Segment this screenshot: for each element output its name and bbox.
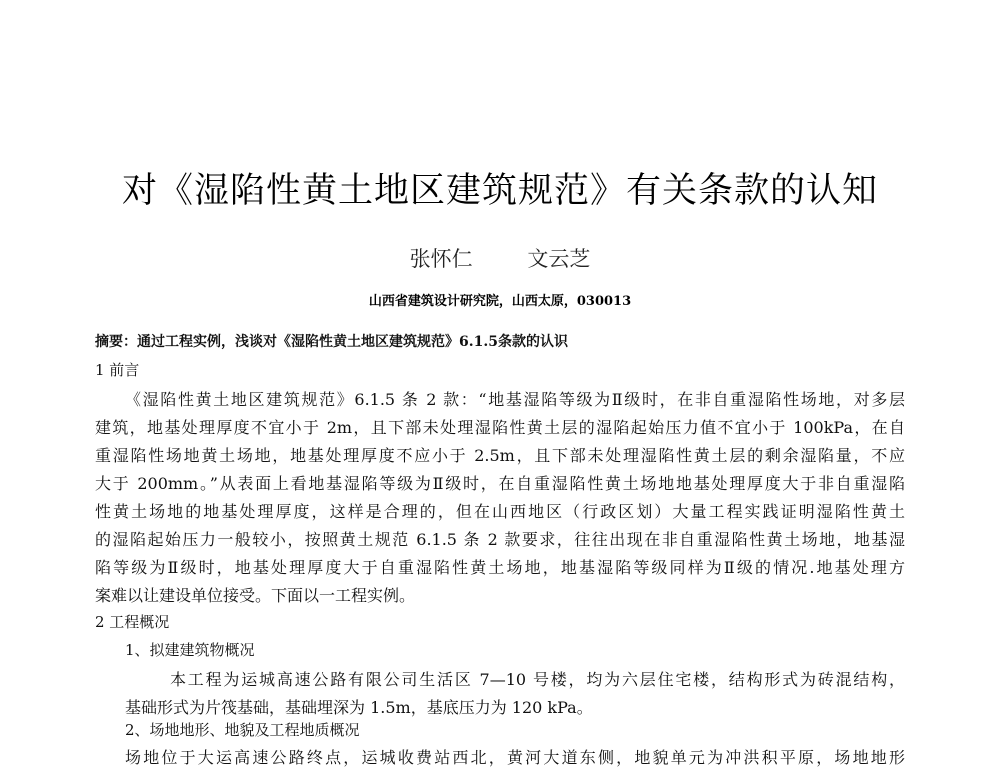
body-line: 场地位于大运高速公路终点，运城收费站西北，黄河大道东侧，地貌单元为冲洪积平原，场地地形 [125,748,905,767]
author-name: 文云芝 [527,247,591,271]
section-heading: 2 工程概况 [95,613,170,631]
body-line: 的湿陷起始压力一般较小，按照黄土规范 6.1.5 条 2 款要求，往往出现在非自重湿陷性黄土场地，地基湿 [95,530,905,549]
affiliation: 山西省建筑设计研究院，山西太原，030013 [368,294,632,309]
body-line: 陷等级为Ⅱ级时，地基处理厚度大于自重湿陷性黄土场地，地基湿陷等级同样为Ⅱ级的情况.地基处理方 [95,558,905,577]
body-line: 建筑，地基处理厚度不宜小于 2m，且下部未处理湿陷性黄土层的湿陷起始压力值不宜小于 100kPa，在自 [95,418,905,437]
author-list [0,243,1000,273]
author-name: 张怀仁 [409,247,473,271]
body-line: 重湿陷性场地黄土场地，地基处理厚度不应小于 2.5m，且下部未处理湿陷性黄土层的剩余湿陷量，不应 [95,446,905,465]
body-line: 性黄土场地的地基处理厚度，这样是合理的，但在山西地区（行政区划）大量工程实践证明湿陷性黄土 [95,502,905,521]
body-line: 大于 200mm。”从表面上看地基湿陷等级为Ⅱ级时，在自重湿陷性黄土场地地基处理厚度大于非自重湿陷 [95,474,905,493]
body-line: 基础形式为片筏基础，基础埋深为 1.5m，基底压力为 120 kPa。 [125,698,593,717]
body-line: 案难以让建设单位接受。下面以一工程实例。 [95,586,416,605]
subsection-heading: 2、场地地形、地貌及工程地质概况 [125,721,360,739]
section-heading: 1 前言 [95,361,140,379]
abstract: 摘要：通过工程实例，浅谈对《湿陷性黄土地区建筑规范》6.1.5条款的认识 [95,334,568,350]
body-line: 《湿陷性黄土地区建筑规范》6.1.5 条 2 款：“地基湿陷等级为Ⅱ级时，在非自重湿陷性场地，对多层 [125,390,905,409]
subsection-heading: 1、拟建建筑物概况 [125,641,255,659]
paper-title: 对《湿陷性黄土地区建筑规范》有关条款的认知 [121,171,878,211]
body-line: 本工程为运城高速公路有限公司生活区 7—10 号楼，均为六层住宅楼，结构形式为砖混结构， [170,670,905,689]
